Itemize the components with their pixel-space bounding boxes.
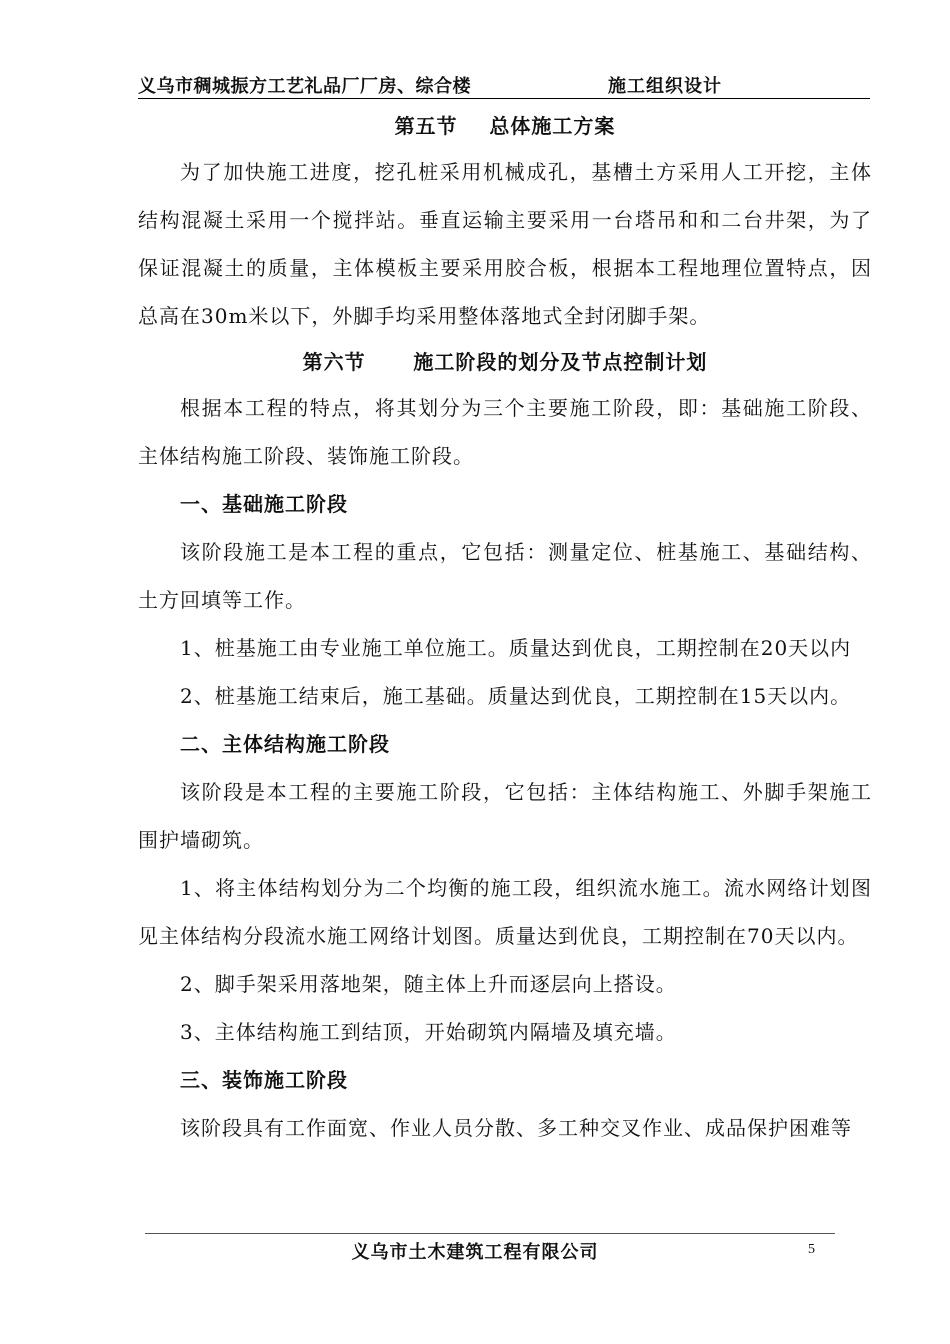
page-header (138, 70, 870, 99)
section-6-intro: 根据本工程的特点，将其划分为三个主要施工阶段，即：基础施工阶段、主体结构施工阶段、装饰施工阶段。 (138, 396, 872, 468)
section-5-paragraph: 为了加快施工进度，挖孔桩采用机械成孔，基槽土方采用人工开挖，主体结构混凝土采用一个搅拌站。垂直运输主要采用一台塔吊和和二台井架，为了保证混凝土的质量，主体模板主要采用胶合板，根据本工程地理位置特点，因总高在30m米以下，外脚手均采用整体落地式全封闭脚手架。 (138, 160, 872, 328)
stage-3-heading: 三、装饰施工阶段 (180, 1068, 348, 1092)
stage-2-heading: 二、主体结构施工阶段 (180, 732, 390, 756)
section-6-title: 第六节 施工阶段的划分及节点控制计划 (302, 350, 708, 374)
footer-company-name: 义乌市土木建筑工程有限公司 (351, 1242, 599, 1263)
stage-2-item-3: 3、主体结构施工到结顶，开始砌筑内隔墙及填充墙。 (180, 1020, 677, 1044)
document-body (138, 104, 872, 1152)
header-project-name: 义乌市稠城振方工艺礼品厂厂房、综合楼 (138, 76, 471, 97)
header-document-type: 施工组织设计 (608, 76, 722, 97)
page-number: 5 (808, 1242, 815, 1257)
section-5-title: 第五节 总体施工方案 (394, 114, 616, 138)
stage-2-item-1: 1、将主体结构划分为二个均衡的施工段，组织流水施工。流水网络计划图见主体结构分段流水施工网络计划图。质量达到优良，工期控制在70天以内。 (138, 876, 872, 948)
stage-2-item-2: 2、脚手架采用落地架，随主体上升而逐层向上搭设。 (180, 972, 677, 996)
stage-1-description: 该阶段施工是本工程的重点，它包括：测量定位、桩基施工、基础结构、土方回填等工作。 (138, 540, 872, 612)
stage-1-heading: 一、基础施工阶段 (180, 492, 348, 516)
footer-divider (145, 1233, 835, 1234)
stage-2-description: 该阶段是本工程的主要施工阶段，它包括：主体结构施工、外脚手架施工围护墙砌筑。 (138, 780, 872, 852)
stage-1-item-2: 2、桩基施工结束后，施工基础。质量达到优良，工期控制在15天以内。 (180, 684, 852, 708)
stage-1-item-1: 1、桩基施工由专业施工单位施工。质量达到优良，工期控制在20天以内 (180, 636, 852, 660)
stage-3-description: 该阶段具有工作面宽、作业人员分散、多工种交叉作业、成品保护困难等 (180, 1116, 852, 1140)
